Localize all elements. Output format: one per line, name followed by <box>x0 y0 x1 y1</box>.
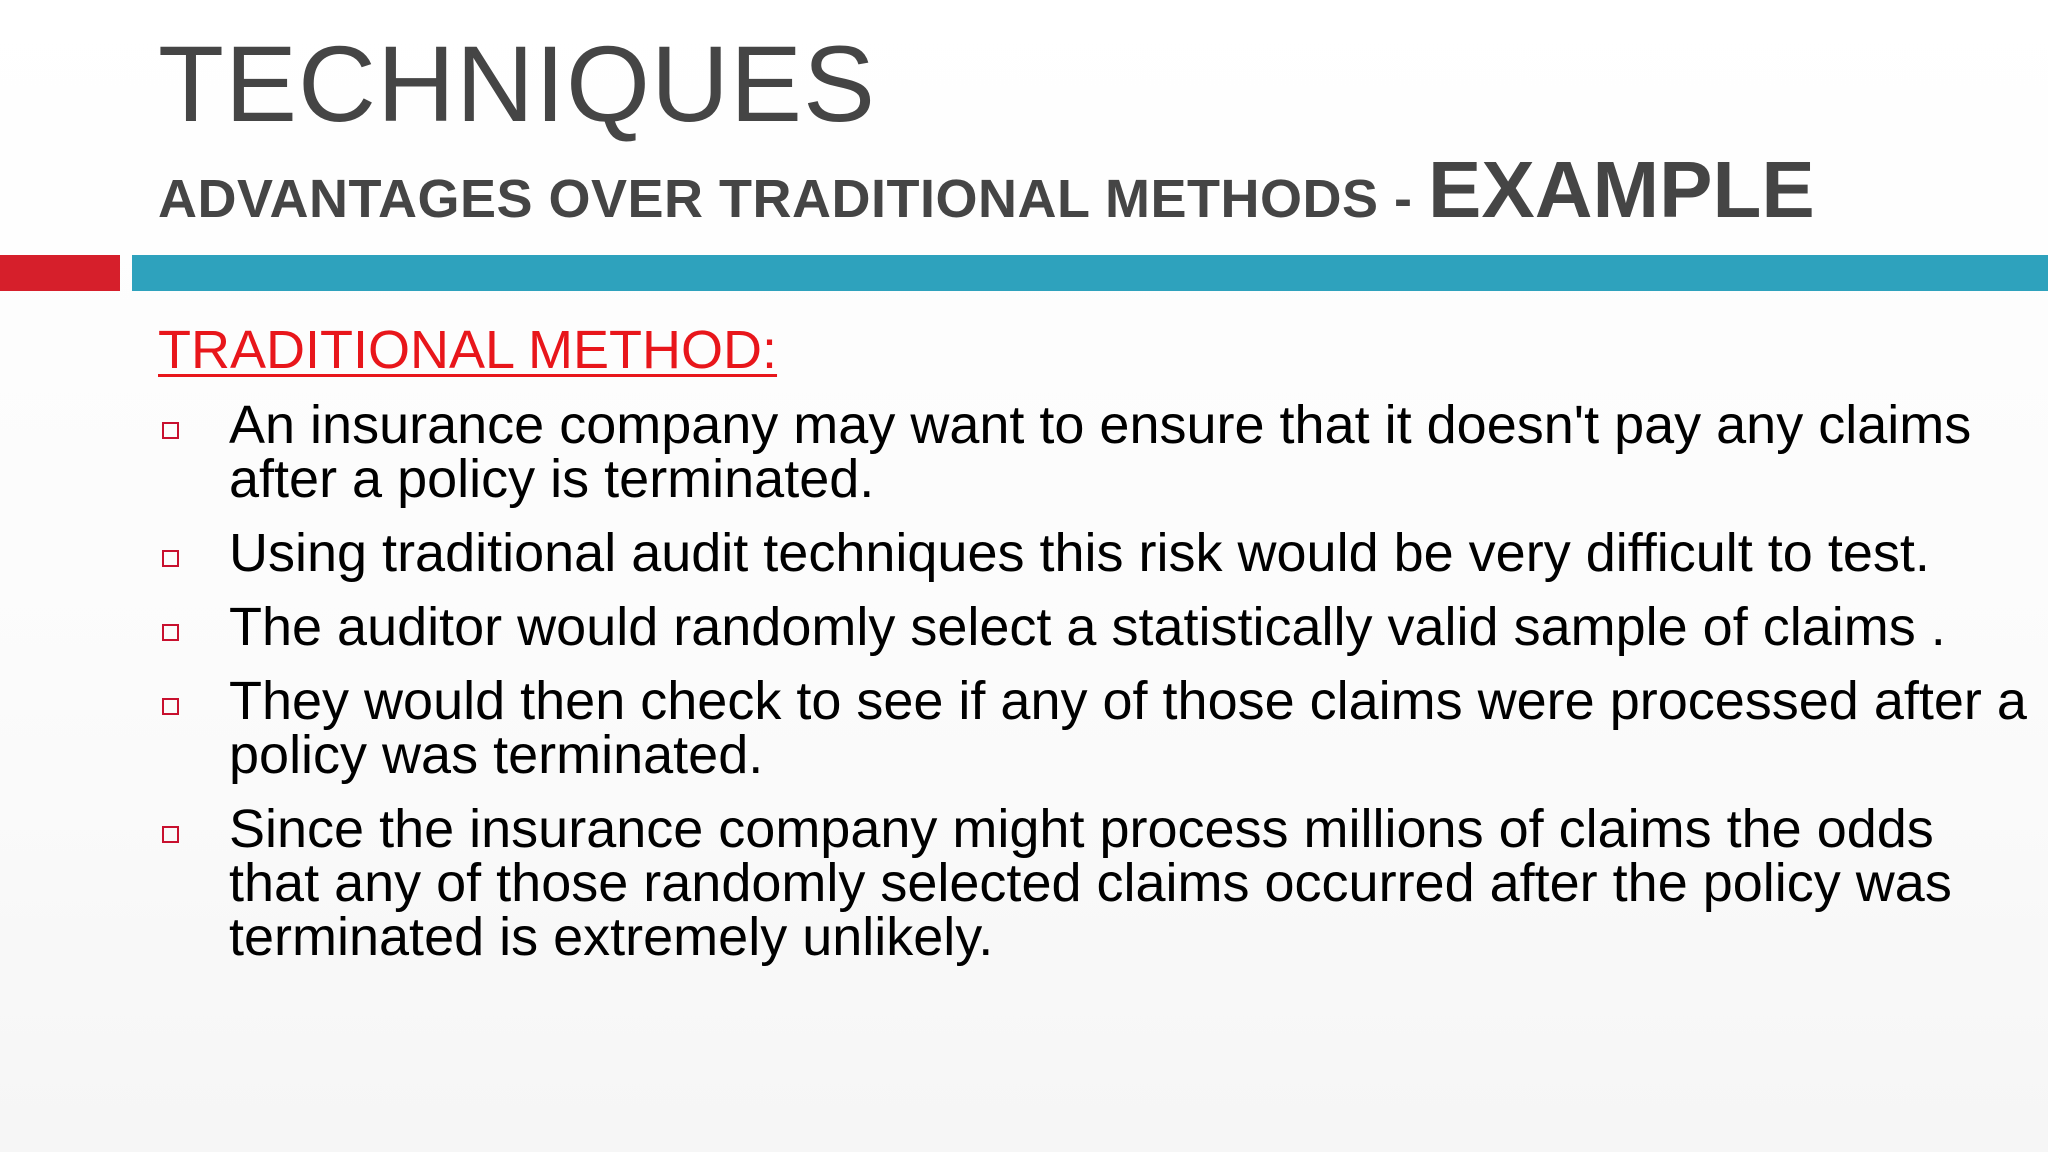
section-heading: TRADITIONAL METHOD: <box>158 320 778 380</box>
subtitle-prefix: ADVANTAGES OVER TRADITIONAL METHODS - <box>158 169 1429 229</box>
bullet-text: Using traditional audit techniques this risk would be very difficult to test. <box>229 523 1930 583</box>
accent-bar-teal <box>132 255 2048 291</box>
hollow-square-bullet-icon <box>162 550 179 567</box>
bullet-item <box>158 597 2028 657</box>
subtitle-emphasis: EXAMPLE <box>1428 145 1815 234</box>
bullet-item <box>158 671 2028 785</box>
slide-subtitle <box>158 145 1815 234</box>
bullet-list <box>158 395 2028 984</box>
bullet-item <box>158 799 2028 967</box>
bullet-text: They would then check to see if any of those claims were processed after a policy was terminated. <box>229 671 2027 785</box>
hollow-square-bullet-icon <box>162 826 179 843</box>
hollow-square-bullet-icon <box>162 624 179 641</box>
slide-title: TECHNIQUES <box>158 23 877 144</box>
hollow-square-bullet-icon <box>162 422 179 439</box>
bullet-text: The auditor would randomly select a statistically valid sample of claims . <box>229 597 1946 657</box>
bullet-text: An insurance company may want to ensure that it doesn't pay any claims after a policy is terminated. <box>229 395 1972 509</box>
hollow-square-bullet-icon <box>162 698 179 715</box>
accent-bar-red <box>0 255 120 291</box>
bullet-item <box>158 395 2028 509</box>
bullet-text: Since the insurance company might process millions of claims the odds that any of those randomly selected claims occurred after the policy was terminated is extremely unlikely. <box>229 799 1952 967</box>
bullet-item <box>158 523 2028 583</box>
